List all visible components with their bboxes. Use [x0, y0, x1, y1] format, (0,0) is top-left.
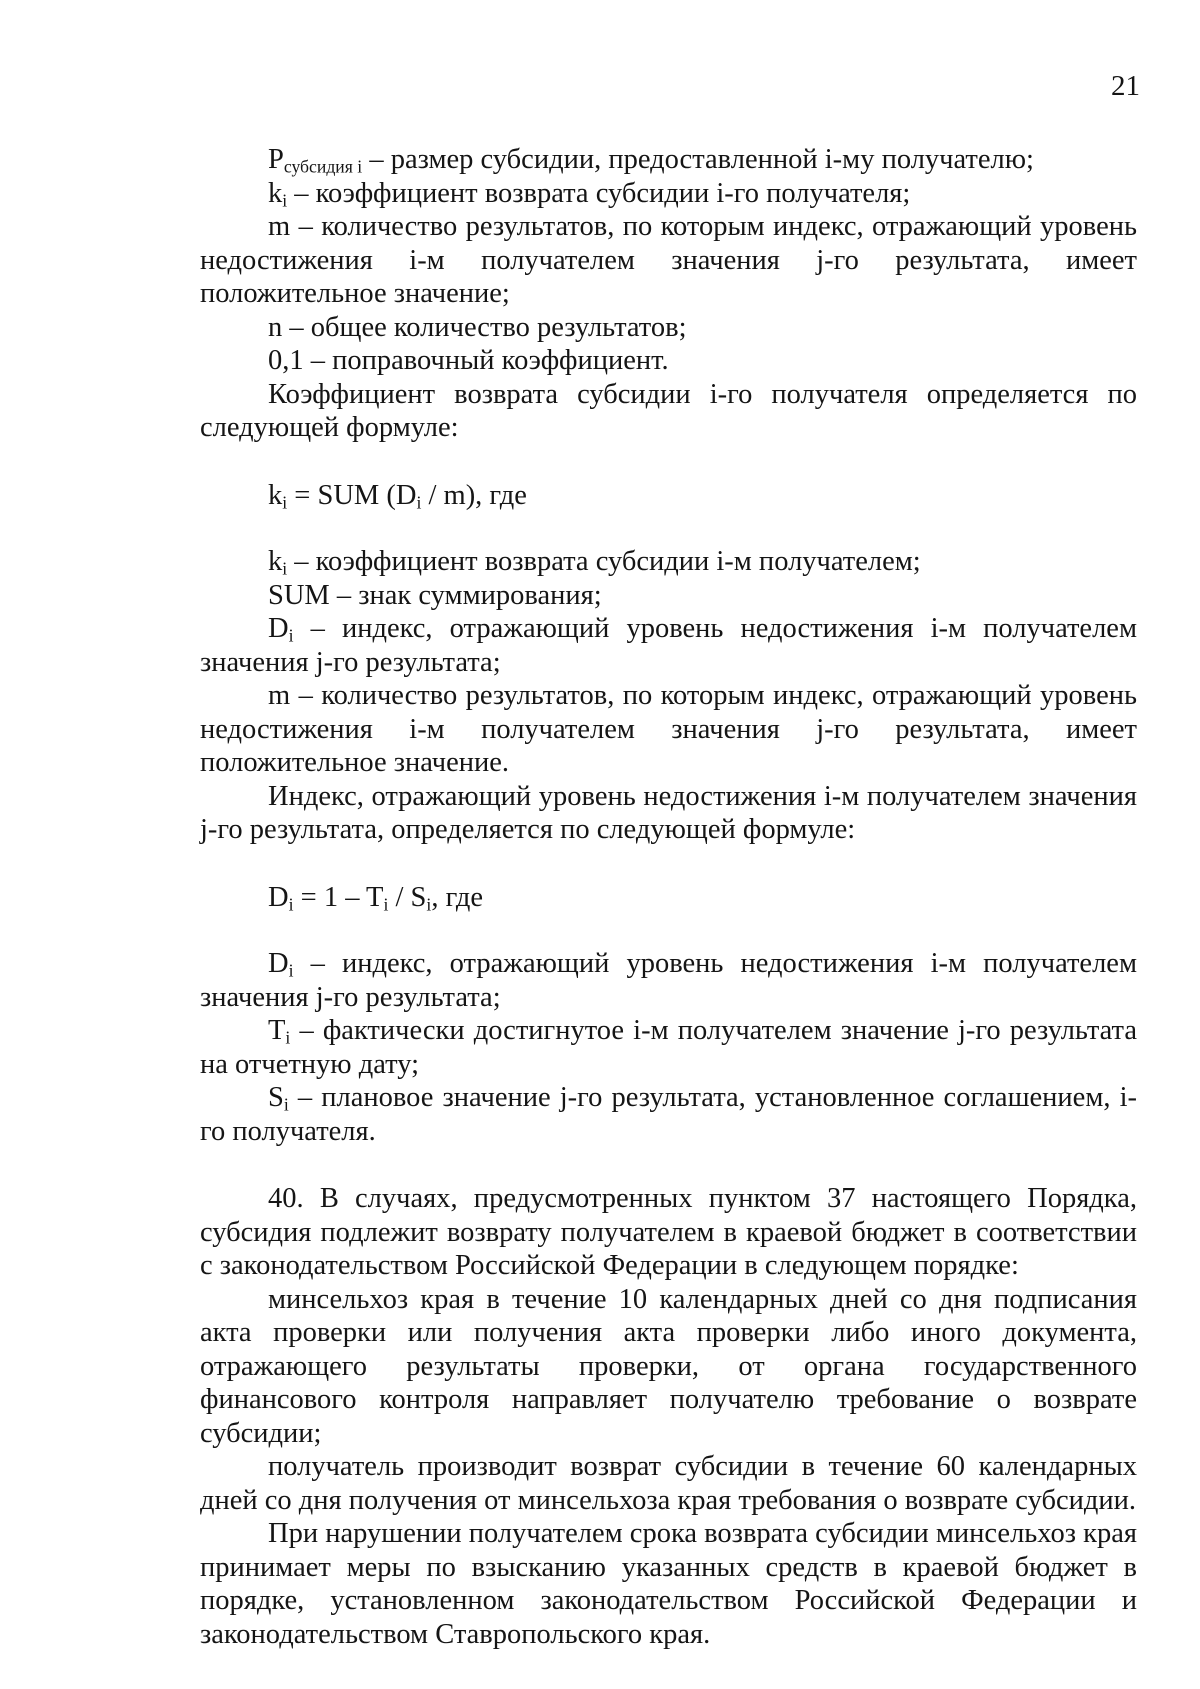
definition-n: n – общее количество результатов;: [268, 311, 687, 343]
formula-symbol: k: [268, 479, 283, 511]
symbol-p: P: [268, 144, 284, 175]
definition-text: – коэффициент возврата субсидии i-м получателем;: [287, 546, 921, 577]
definition-p-subsidy: [200, 143, 1137, 177]
symbol-k: k: [268, 177, 283, 209]
definition-ti: [200, 1014, 1137, 1081]
subscript-i: i: [282, 189, 288, 210]
page-number: 21: [1111, 70, 1140, 102]
definition-text: – фактически достигнутое i-м получателем значение j-го результата на отчетную дату;: [200, 1015, 1137, 1080]
definition-text: – индекс, отражающий уровень недостижения i-м получателем значения j-го результата;: [200, 613, 1137, 678]
definition-m-2: m – количество результатов, по которым индекс, отражающий уровень недостижения i-м получателем значения j-го результата, имеет положительное значение.: [200, 680, 1137, 778]
formula-subscript: i: [288, 893, 294, 914]
formula-part: , где: [431, 881, 483, 913]
section-40-paragraph-2: минсельхоз края в течение 10 календарных дней со дня подписания акта проверки или получения акта проверки либо иного документа, отражающего результаты проверки, от органа государственного финансового контроля направляет получателю требование о возврате субсидии;: [200, 1283, 1137, 1449]
formula-part: = 1 – T: [293, 881, 384, 913]
section-40-paragraph-1: 40. В случаях, предусмотренных пунктом 37 настоящего Порядка, субсидия подлежит возврату получателем в краевой бюджет в соответствии с законодательством Российской Федерации в следующем порядке:: [200, 1183, 1137, 1281]
subscript-i: i: [283, 1094, 289, 1115]
definition-ki-2: [200, 545, 1137, 579]
definition-text: – размер субсидии, предоставленной i-му получателю;: [362, 144, 1034, 175]
definition-text: – плановое значение j-го результата, установленное соглашением, i-го получателя.: [200, 1082, 1137, 1147]
subscript-subsidy-i: субсидия i: [283, 156, 363, 177]
subscript-i: i: [285, 1027, 291, 1048]
formula-part: / S: [388, 881, 427, 913]
symbol-s: S: [268, 1082, 284, 1113]
definition-m: m – количество результатов, по которым индекс, отражающий уровень недостижения i-м получателем значения j-го результата, имеет положительное значение;: [200, 211, 1137, 309]
di-formula-intro: Индекс, отражающий уровень недостижения i-м получателем значения j-го результата, определяется по следующей формуле:: [200, 780, 1137, 845]
definition-text: – коэффициент возврата субсидии i-го получателя;: [287, 177, 911, 209]
section-40-paragraph-3: получатель производит возврат субсидии в течение 60 календарных дней со дня получения от минсельхоза края требования о возврате субсидии.: [200, 1451, 1137, 1516]
formula-subscript: i: [383, 893, 389, 914]
definition-correction-coefficient: 0,1 – поправочный коэффициент.: [268, 345, 669, 376]
formula-part: = SUM (D: [287, 479, 417, 511]
section-40-paragraph-4: При нарушении получателем срока возврата субсидии минсельхоз края принимает меры по взысканию указанных средств в краевой бюджет в порядке, установленном законодательством Российской Федерации и законодательством Ставропольского края.: [200, 1518, 1137, 1650]
symbol-d: D: [268, 613, 289, 644]
formula-subscript: i: [282, 491, 288, 512]
definition-si: [200, 1081, 1137, 1148]
document-body: [200, 143, 1137, 1651]
formula-symbol: D: [268, 881, 289, 913]
formula-subscript: i: [416, 491, 422, 512]
definition-sum: SUM – знак суммирования;: [268, 579, 602, 611]
subscript-i: i: [282, 558, 288, 579]
formula-ki: [200, 479, 1137, 513]
ki-formula-intro: Коэффициент возврата субсидии i-го получателя определяется по следующей формуле:: [200, 378, 1137, 443]
formula-di: [200, 881, 1137, 915]
subscript-i: i: [288, 960, 294, 981]
formula-part: / m), где: [421, 479, 527, 511]
definition-di-2: [200, 947, 1137, 1014]
symbol-d: D: [268, 948, 289, 979]
symbol-k: k: [268, 546, 283, 577]
definition-ki: [200, 177, 1137, 211]
symbol-t: T: [268, 1015, 286, 1046]
formula-subscript: i: [426, 893, 432, 914]
definition-di: [200, 612, 1137, 679]
definition-text: – индекс, отражающий уровень недостижения i-м получателем значения j-го результата;: [200, 948, 1137, 1013]
subscript-i: i: [288, 625, 294, 646]
